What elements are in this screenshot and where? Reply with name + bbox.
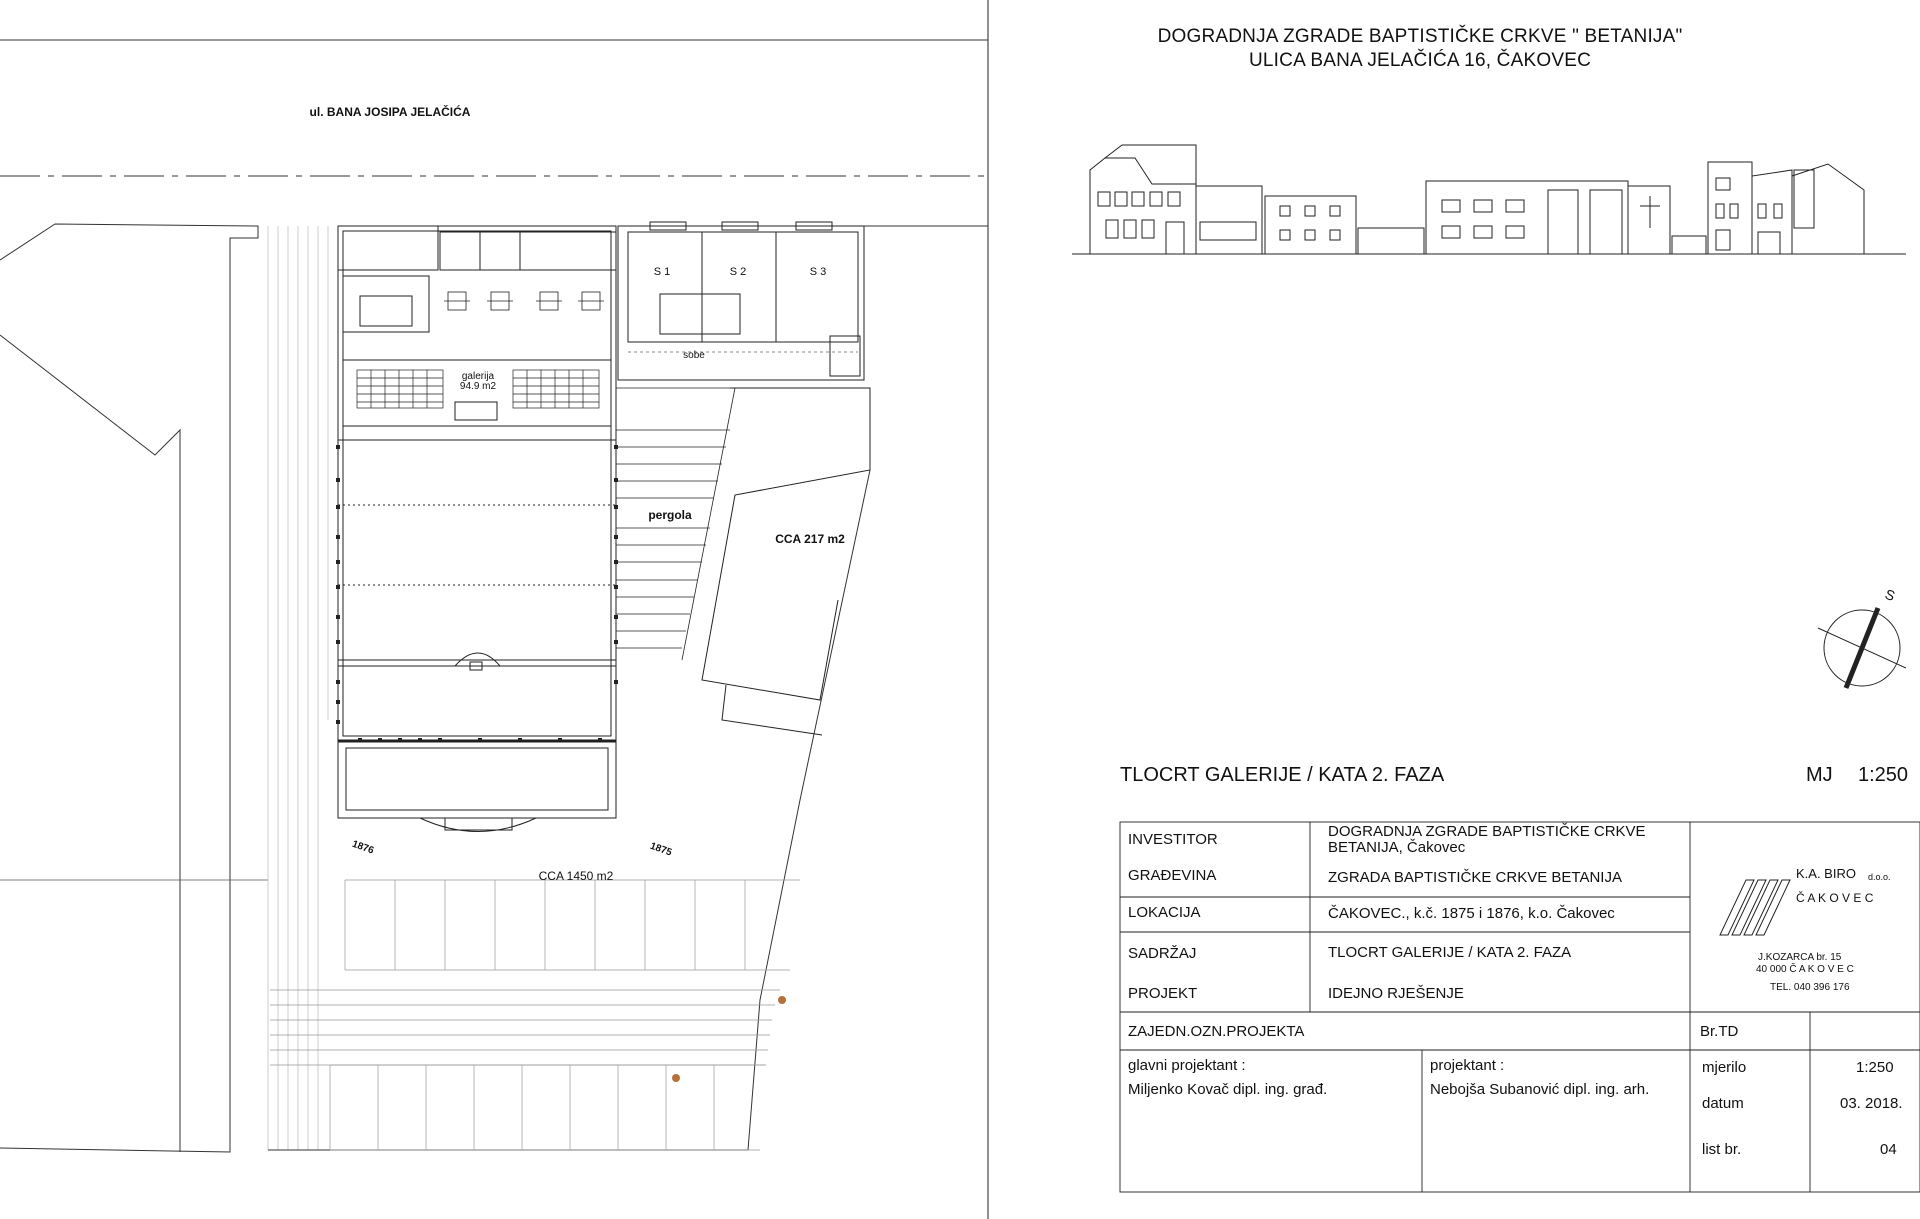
list-value: 04 <box>1880 1141 1897 1158</box>
sheet-title: TLOCRT GALERIJE / KATA 2. FAZA <box>1120 764 1445 786</box>
scale-label: MJ <box>1806 764 1833 786</box>
firm-postal: 40 000 Č A K O V E C <box>1756 964 1854 975</box>
investitor-line1: DOGRADNJA ZGRADE BAPTISTIČKE CRKVE <box>1328 823 1646 840</box>
compass-letter: S <box>1882 585 1898 605</box>
room-s1-label: S 1 <box>653 266 671 278</box>
tree-marker <box>672 1074 680 1082</box>
mjerilo-label: mjerilo <box>1702 1059 1747 1076</box>
glavni-projektant-value: Miljenko Kovač dipl. ing. građ. <box>1128 1081 1328 1098</box>
sobe-label: sobe <box>683 350 705 361</box>
investitor-label: INVESTITOR <box>1128 831 1218 848</box>
galerija-label: galerija <box>461 371 495 382</box>
sadrzaj-value: TLOCRT GALERIJE / KATA 2. FAZA <box>1328 944 1572 961</box>
cafe-tables <box>444 292 604 310</box>
project-title-line2: ULICA BANA JELAČIĆA 16, ČAKOVEC <box>1248 50 1591 71</box>
projekt-value: IDEJNO RJEŠENJE <box>1328 985 1464 1002</box>
gradevina-label: GRAĐEVINA <box>1128 867 1217 884</box>
area-217-lower <box>722 685 822 735</box>
tree-marker <box>778 996 786 1004</box>
room-s3-label: S 3 <box>809 266 827 278</box>
project-title-line1: DOGRADNJA ZGRADE BAPTISTIČKE CRKVE " BETANIJA" <box>1157 26 1683 47</box>
pergola <box>616 388 735 660</box>
firm-name: K.A. BIRO <box>1796 866 1856 881</box>
walkway-strips <box>268 226 328 1150</box>
investitor-line2: BETANIJA, Čakovec <box>1328 839 1466 856</box>
area-1450-label: CCA 1450 m2 <box>538 869 614 883</box>
neighbour-building <box>0 335 180 1152</box>
mjerilo-value: 1:250 <box>1856 1059 1894 1076</box>
firm-street: J.KOZARCA br. 15 <box>1758 952 1842 963</box>
zajedn-label: ZAJEDN.OZN.PROJEKTA <box>1128 1023 1305 1040</box>
galerija-area-label: 94.9 m2 <box>459 381 497 392</box>
projektant-label: projektant : <box>1430 1057 1505 1074</box>
parcel-1875-label: 1875 <box>648 840 674 859</box>
projekt-label: PROJEKT <box>1128 985 1198 1002</box>
list-label: list br. <box>1702 1141 1742 1158</box>
glavni-projektant-label: glavni projektant : <box>1128 1057 1246 1074</box>
area-217-label: CCA 217 m2 <box>775 532 845 546</box>
nave-columns <box>336 445 618 742</box>
rooms-annex <box>618 222 864 380</box>
street <box>0 40 988 176</box>
datum-label: datum <box>1702 1095 1744 1112</box>
north-arrow <box>1818 608 1906 688</box>
projektant-value: Nebojša Subanović dipl. ing. arh. <box>1430 1081 1650 1098</box>
room-s2-label: S 2 <box>729 266 747 278</box>
firm-city: Č A K O V E C <box>1796 891 1874 905</box>
firm-tel: TEL. 040 396 176 <box>1770 982 1850 993</box>
neighbour-lot-outline <box>0 224 258 1152</box>
firm-suffix: d.o.o. <box>1868 872 1891 882</box>
sadrzaj-label: SADRŽAJ <box>1128 945 1197 962</box>
street-label: ul. BANA JOSIPA JELAČIĆA <box>309 105 471 119</box>
parcel-1876-label: 1876 <box>350 838 376 857</box>
brtd-label: Br.TD <box>1700 1023 1739 1040</box>
scale-value: 1:250 <box>1858 764 1909 786</box>
lokacija-value: ČAKOVEC., k.č. 1875 i 1876, k.o. Čakovec <box>1328 905 1615 922</box>
pergola-label: pergola <box>648 508 692 522</box>
datum-value: 03. 2018. <box>1840 1095 1903 1112</box>
parking-rows <box>270 880 800 1150</box>
gradevina-value: ZGRADA BAPTISTIČKE CRKVE BETANIJA <box>1328 869 1622 886</box>
street-elevation <box>1072 145 1906 254</box>
firm-logo-icon <box>1720 880 1790 935</box>
lokacija-label: LOKACIJA <box>1128 904 1201 921</box>
